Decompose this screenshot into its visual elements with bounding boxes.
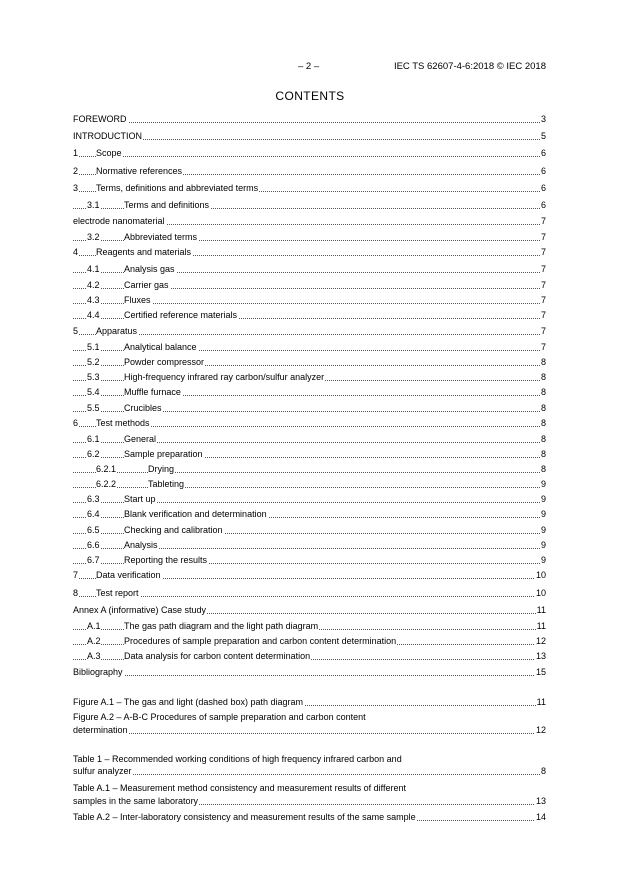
toc-entry-6-5[interactable]: 6.5 Checking and calibration 9 (73, 523, 546, 537)
figure-entry-a-2-line2[interactable]: determination 12 (73, 725, 546, 735)
toc-entry-6-3[interactable]: 6.3 Start up 9 (73, 492, 546, 506)
toc-entry-bibliography[interactable]: Bibliography 15 (73, 667, 546, 677)
toc-entry-a-3[interactable]: A.3 Data analysis for carbon content determination 13 (73, 649, 546, 663)
toc-entry-6-4[interactable]: 6.4 Blank verification and determination 9 (73, 507, 546, 521)
table-entry-1-line2[interactable]: sulfur analyzer 8 (73, 766, 546, 776)
figure-entry-a-1[interactable]: Figure A.1 – The gas and light (dashed box) path diagram 11 (73, 697, 546, 707)
toc-entry-6-7[interactable]: 6.7 Reporting the results 9 (73, 553, 546, 567)
table-entry-a-1-line2[interactable]: samples in the same laboratory 13 (73, 796, 546, 806)
toc-entry-2[interactable]: 2 Normative references 6 (73, 166, 546, 176)
toc-entry-4[interactable]: 4 Reagents and materials 7 (73, 247, 546, 257)
toc-entry-5[interactable]: 5 Apparatus 7 (73, 326, 546, 336)
toc-entry-3-2[interactable]: 3.2 Abbreviated terms 7 (73, 230, 546, 244)
table-entry-1-line1[interactable]: Table 1 – Recommended working conditions of high frequency infrared carbon and (73, 754, 402, 764)
toc-entry-electrode-nanomaterial[interactable]: electrode nanomaterial 7 (73, 216, 546, 226)
toc-entry-6-2-1[interactable]: 6.2.1 Drying 8 (73, 462, 546, 476)
toc-entry-6-2-2[interactable]: 6.2.2 Tableting 9 (73, 477, 546, 491)
running-header (0, 61, 620, 75)
contents-title: CONTENTS (275, 89, 345, 103)
toc-entry-3-1[interactable]: 3.1 Terms and definitions 6 (73, 198, 546, 212)
table-entry-a-1-line1[interactable]: Table A.1 – Measurement method consistency and measurement results of different (73, 783, 407, 793)
toc-entry-4-2[interactable]: 4.2 Carrier gas 7 (73, 278, 546, 292)
toc-entry-1[interactable]: 1 Scope 6 (73, 148, 546, 158)
toc-entry-5-1[interactable]: 5.1 Analytical balance 7 (73, 340, 546, 354)
figure-entry-a-2-line1[interactable]: Figure A.2 – A-B-C Procedures of sample preparation and carbon content (73, 712, 366, 722)
toc-entry-a-2[interactable]: A.2 Procedures of sample preparation and carbon content determination 12 (73, 634, 546, 648)
toc-entry-8[interactable]: 8 Test report 10 (73, 588, 546, 598)
page-number: – 2 – (298, 61, 320, 72)
toc-entry-6-6[interactable]: 6.6 Analysis 9 (73, 538, 546, 552)
toc-entry-4-1[interactable]: 4.1 Analysis gas 7 (73, 262, 546, 276)
toc-entry-foreword[interactable]: FOREWORD 3 (73, 114, 546, 124)
toc-entry-introduction[interactable]: INTRODUCTION 5 (73, 131, 546, 141)
toc-entry-5-4[interactable]: 5.4 Muffle furnace 8 (73, 385, 546, 399)
toc-entry-6-2[interactable]: 6.2 Sample preparation 8 (73, 447, 546, 461)
toc-entry-annex-a[interactable]: Annex A (informative) Case study 11 (73, 605, 546, 615)
toc-entry-4-3[interactable]: 4.3 Fluxes 7 (73, 293, 546, 307)
toc-entry-5-2[interactable]: 5.2 Powder compressor 8 (73, 355, 546, 369)
toc-entry-6[interactable]: 6 Test methods 8 (73, 418, 546, 428)
toc-entry-5-3[interactable]: 5.3 High-frequency infrared ray carbon/sulfur analyzer 8 (73, 370, 546, 384)
table-entry-a-2[interactable]: Table A.2 – Inter-laboratory consistency and measurement results of the same sample 14 (73, 812, 546, 822)
toc-entry-4-4[interactable]: 4.4 Certified reference materials 7 (73, 308, 546, 322)
toc-entry-a-1[interactable]: A.1 The gas path diagram and the light path diagram 11 (73, 619, 546, 633)
toc-entry-6-1[interactable]: 6.1 General 8 (73, 432, 546, 446)
toc-entry-3[interactable]: 3 Terms, definitions and abbreviated terms 6 (73, 183, 546, 193)
standard-reference: IEC TS 62607-4-6:2018 © IEC 2018 (393, 61, 546, 72)
toc-entry-5-5[interactable]: 5.5 Crucibles 8 (73, 401, 546, 415)
toc-entry-7[interactable]: 7 Data verification 10 (73, 570, 546, 580)
